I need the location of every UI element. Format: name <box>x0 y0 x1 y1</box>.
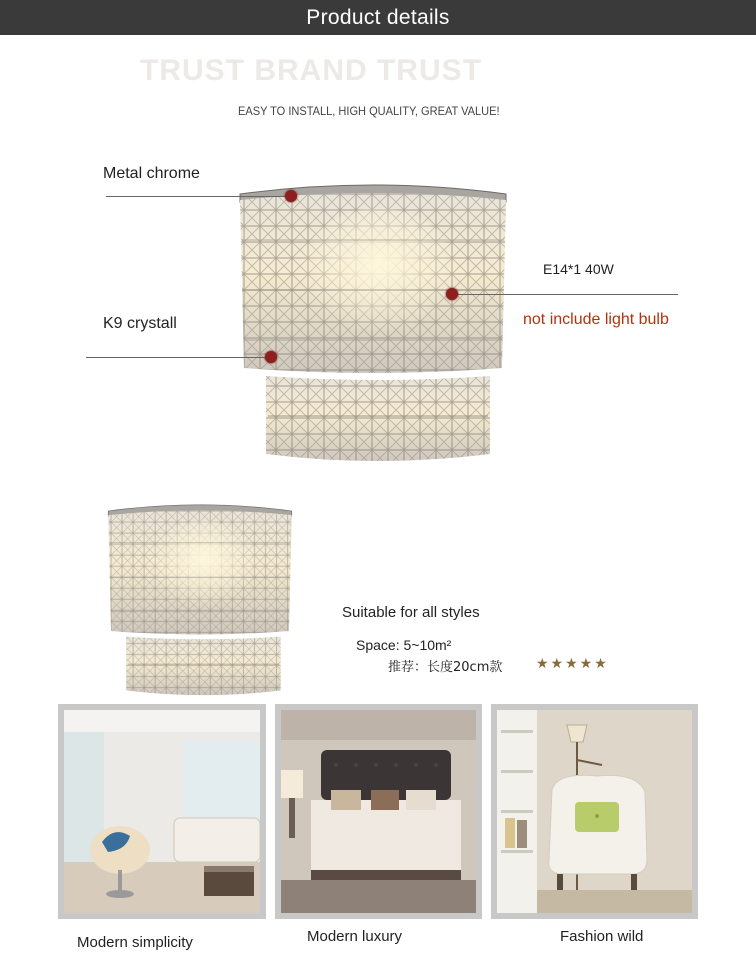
callout-k9-crystal: K9 crystall <box>103 315 177 332</box>
room-caption-fashion-wild: Fashion wild <box>560 928 644 945</box>
bedroom-image <box>281 710 476 913</box>
callout-dot <box>446 288 458 300</box>
callout-metal-chrome: Metal chrome <box>103 165 200 182</box>
spec-recommend: 推荐：长度20cm款 <box>388 660 503 675</box>
callout-leader-line <box>452 294 678 295</box>
page-title: Product details <box>306 5 450 29</box>
callout-leader-line <box>86 357 274 358</box>
brand-tagline: EASY TO INSTALL, HIGH QUALITY, GREAT VALUE! <box>238 104 500 118</box>
room-caption-modern-simplicity: Modern simplicity <box>77 934 193 951</box>
crystal-wall-lamp-small-image <box>100 500 300 700</box>
room-caption-modern-luxury: Modern luxury <box>307 928 403 945</box>
callout-bulb-spec: E14*1 40W <box>543 261 614 277</box>
living-room-image <box>64 710 260 913</box>
rating-stars: ★★★★★ <box>536 655 609 671</box>
crystal-wall-lamp-image <box>228 178 518 468</box>
spec-space: Space: 5~10m² <box>356 637 452 653</box>
callout-leader-line <box>106 196 292 197</box>
header-bar <box>0 0 756 35</box>
room-photo-modern-luxury <box>275 704 482 919</box>
callout-bulb-note: not include light bulb <box>523 311 669 328</box>
spec-styles: Suitable for all styles <box>342 604 480 621</box>
callout-dot <box>285 190 297 202</box>
callout-dot <box>265 351 277 363</box>
room-photo-modern-simplicity <box>58 704 266 919</box>
brand-watermark: TRUST BRAND TRUST <box>140 54 482 87</box>
armchair-room-image <box>497 710 692 913</box>
room-photo-fashion-wild <box>491 704 698 919</box>
